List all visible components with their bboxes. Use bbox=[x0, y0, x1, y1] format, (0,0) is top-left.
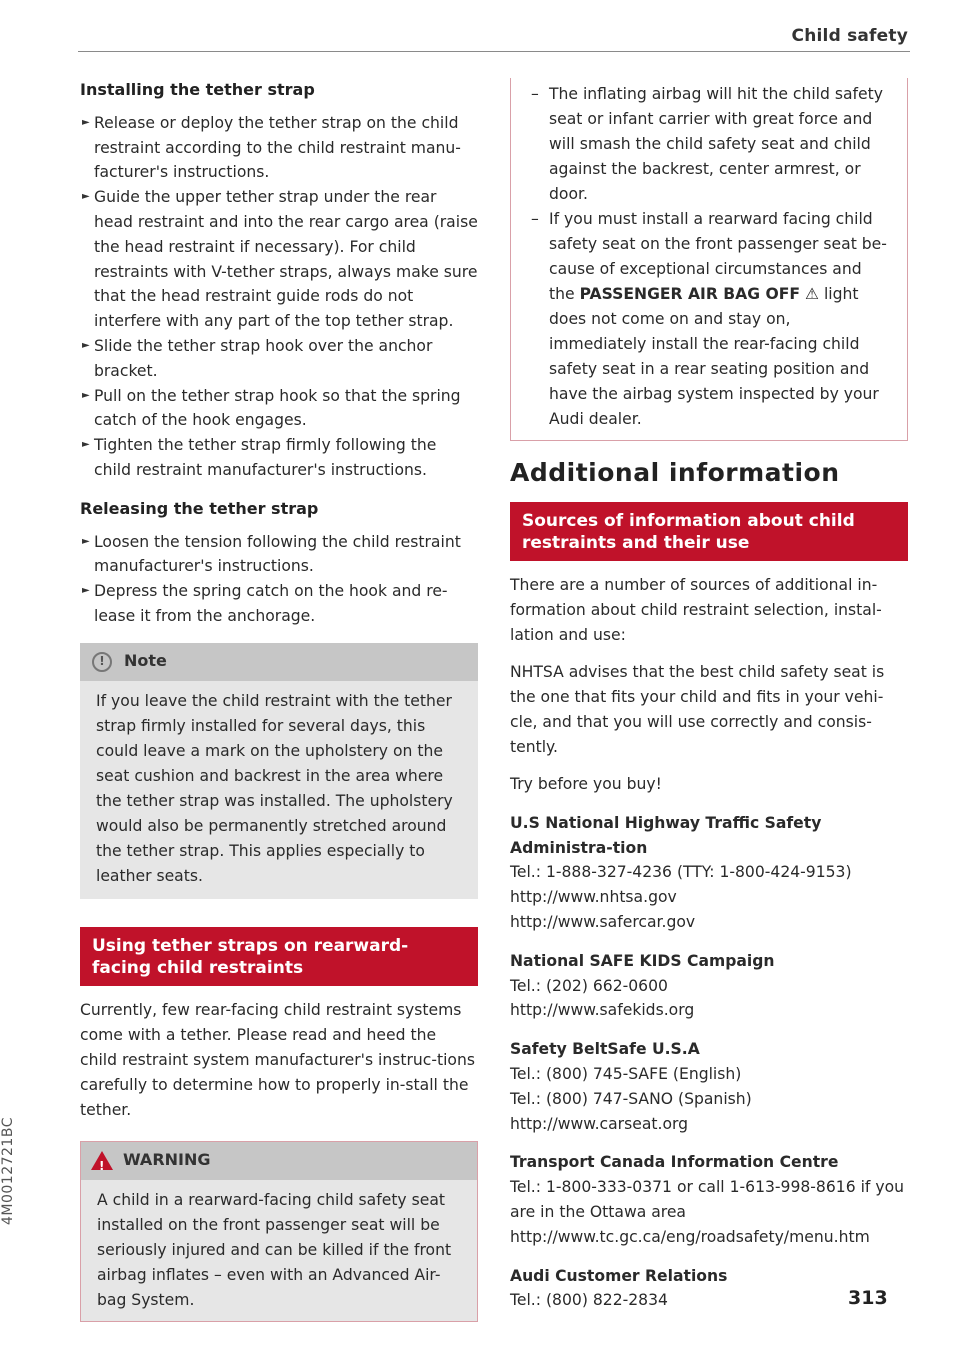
warning-text: A child in a rearward-facing child safety seat installed on the front passenger seat will be seriously injured and can be killed if the front airbag inflates – even with an Advanced Air-bag System. bbox=[81, 1180, 477, 1321]
step-arrow-icon: ► bbox=[82, 439, 90, 451]
installing-step: ► Release or deploy the tether strap on the child restraint according to the child restraint manu-facturer's instructions. bbox=[80, 111, 478, 185]
rearward-heading: Using tether straps on rearward-facing child restraints bbox=[80, 927, 478, 986]
org-name: Transport Canada Information Centre bbox=[510, 1153, 839, 1172]
warning-label: WARNING bbox=[123, 1150, 211, 1170]
sources-heading: Sources of information about child restraints and their use bbox=[510, 502, 908, 561]
org-block bbox=[510, 1150, 908, 1249]
installing-step: ► Pull on the tether strap hook so that the spring catch of the hook engages. bbox=[80, 384, 478, 434]
org-link[interactable]: http://www.safekids.org bbox=[510, 1001, 695, 1020]
right-column bbox=[510, 78, 908, 1313]
warning-continuation bbox=[510, 78, 908, 441]
releasing-steps bbox=[80, 530, 478, 629]
installing-step: ► Guide the upper tether strap under the rear head restraint and into the rear cargo area (raise the head restraint if necessary). For child restraints with V-tether straps, always make sure that the head restraint guide rods do not interfere with any part of the top tether strap. bbox=[80, 185, 478, 334]
warning-triangle-icon: ! bbox=[91, 1151, 113, 1170]
note-text: If you leave the child restraint with the tether strap firmly installed for several days, this could leave a mark on the upholstery on the seat cushion and backrest in the area where the tether strap was installed. The upholstery would also be permanently stretched around the tether strap. This applies especially to leather seats. bbox=[96, 691, 453, 885]
rearward-text: Currently, few rear-facing child restraint systems come with a tether. Please read and heed the child restraint system manufacturer's instruc-tions carefully to determine how to properly in-stall the tether. bbox=[80, 1000, 475, 1119]
org-link[interactable]: http://www.safercar.gov bbox=[510, 912, 696, 931]
try-before-text: Try before you buy! bbox=[510, 774, 662, 793]
step-arrow-icon: ► bbox=[82, 389, 90, 401]
header-divider bbox=[78, 51, 910, 52]
left-column bbox=[80, 74, 478, 1322]
note-label: Note bbox=[124, 651, 167, 671]
org-link[interactable]: http://www.tc.gc.ca/eng/roadsafety/menu.htm bbox=[510, 1227, 870, 1246]
org-name: U.S National Highway Traffic Safety Administra-tion bbox=[510, 813, 822, 857]
releasing-step: ► Loosen the tension following the child restraint manufacturer's instructions. bbox=[80, 530, 478, 580]
installing-step: ► Slide the tether strap hook over the anchor bracket. bbox=[80, 334, 478, 384]
installing-step: ► Tighten the tether strap firmly following the child restraint manufacturer's instructions. bbox=[80, 433, 478, 483]
org-link[interactable]: http://www.carseat.org bbox=[510, 1114, 689, 1133]
step-arrow-icon: ► bbox=[82, 535, 90, 547]
nhtsa-advice: NHTSA advises that the best child safety seat is the one that fits your child and fits in your vehi-cle, and that you will use correctly and consis-tently. bbox=[510, 662, 885, 756]
org-line: Tel.: 1-888-327-4236 (TTY: 1-800-424-9153) bbox=[510, 863, 852, 882]
org-line: Tel.: (202) 662-0600 bbox=[510, 976, 668, 995]
org-name: Safety BeltSafe U.S.A bbox=[510, 1040, 700, 1059]
org-block bbox=[510, 1037, 908, 1136]
airbag-off-icon: ⚠ bbox=[805, 285, 819, 303]
info-note-icon: ! bbox=[92, 652, 112, 672]
warning-header bbox=[81, 1142, 477, 1180]
installing-heading: Installing the tether strap bbox=[80, 80, 315, 99]
step-arrow-icon: ► bbox=[82, 191, 90, 203]
org-line: Tel.: (800) 822-2834 bbox=[510, 1291, 668, 1310]
passenger-airbag-off-label: PASSENGER AIR BAG OFF bbox=[579, 285, 801, 303]
installing-steps bbox=[80, 111, 478, 483]
note-header bbox=[80, 643, 478, 681]
org-line: Tel.: (800) 747-SANO (Spanish) bbox=[510, 1089, 752, 1108]
page-header-title: Child safety bbox=[791, 26, 908, 46]
org-name: Audi Customer Relations bbox=[510, 1266, 728, 1285]
org-block bbox=[510, 949, 908, 1023]
step-arrow-icon: ► bbox=[82, 116, 90, 128]
org-name: National SAFE KIDS Campaign bbox=[510, 951, 775, 970]
warning-box bbox=[80, 1141, 478, 1322]
org-link[interactable]: http://www.nhtsa.gov bbox=[510, 888, 677, 907]
step-arrow-icon: ► bbox=[82, 339, 90, 351]
warning-item: – The inflating airbag will hit the child safety seat or infant carrier with great force and will smash the child safety seat and child against the backrest, center armrest, or door. bbox=[531, 85, 883, 203]
section-title: Additional information bbox=[510, 458, 840, 487]
warning-item: – If you must install a rearward facing child safety seat on the front passenger seat be-cause of exceptional circumstances and the PASSENGER AIR BAG OFF ⚠ light does not come on and stay on, immediately install the rear-facing child safety seat in a rear seating position and have the airbag system inspected by your Audi dealer. bbox=[531, 210, 887, 428]
note-box bbox=[80, 643, 478, 899]
intro-text: There are a number of sources of additional in-formation about child restraint selection, instal-lation and use: bbox=[510, 575, 882, 644]
org-line: Tel.: (800) 745-SAFE (English) bbox=[510, 1064, 742, 1083]
page-number: 313 bbox=[848, 1287, 888, 1309]
releasing-heading: Releasing the tether strap bbox=[80, 498, 319, 518]
step-arrow-icon: ► bbox=[82, 585, 90, 597]
org-block bbox=[510, 811, 908, 935]
document-code: 4M0012721BC bbox=[0, 1117, 16, 1225]
org-line: Tel.: 1-800-333-0371 or call 1-613-998-8616 if you are in the Ottawa area bbox=[510, 1178, 904, 1221]
releasing-step: ► Depress the spring catch on the hook and re-lease it from the anchorage. bbox=[80, 579, 478, 629]
